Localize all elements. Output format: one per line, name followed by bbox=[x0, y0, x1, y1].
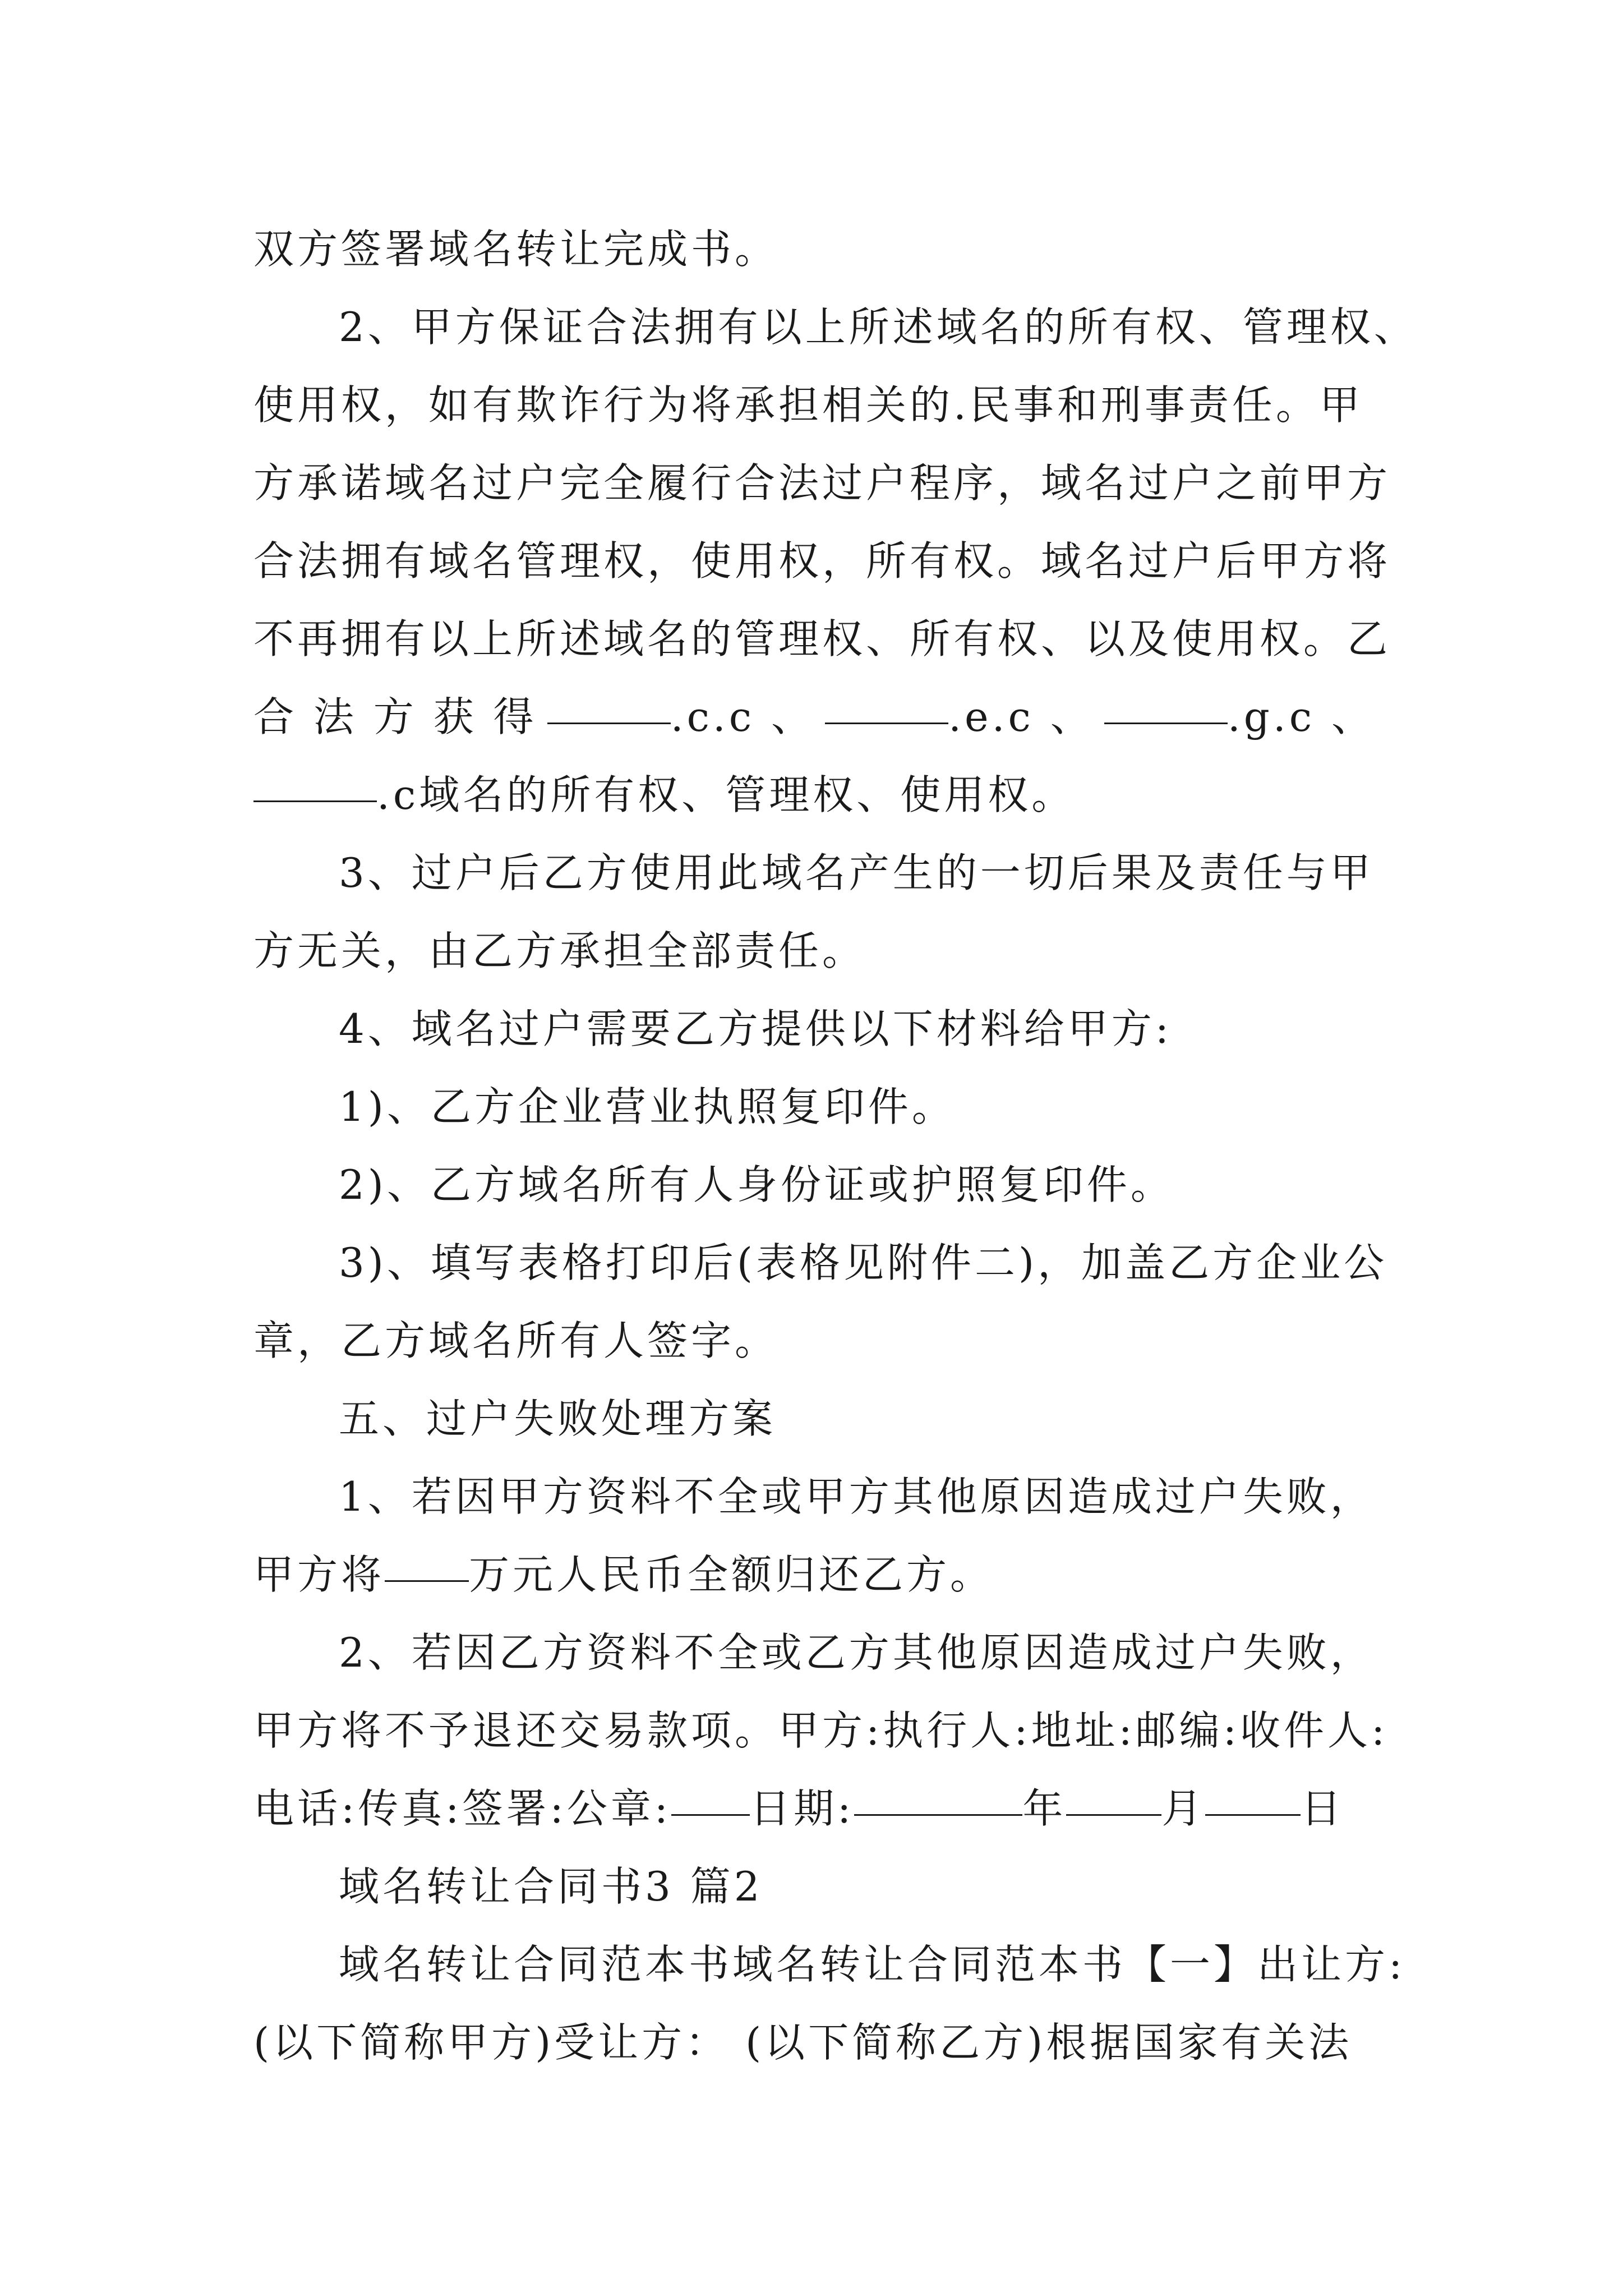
document-subtitle: 域名转让合同书3 篇2 bbox=[339, 1863, 763, 1910]
blank-field bbox=[671, 1774, 750, 1816]
blank-field bbox=[253, 760, 377, 802]
blank-field bbox=[1205, 1774, 1301, 1816]
paragraph-line: 章，乙方域名所有人签字。 bbox=[253, 1317, 779, 1364]
blank-field bbox=[547, 682, 671, 724]
paragraph-line: 4、域名过户需要乙方提供以下材料给甲方: bbox=[339, 1005, 1173, 1052]
blank-field bbox=[385, 1540, 469, 1582]
blank-field bbox=[854, 1774, 1022, 1816]
paragraph-line: 2)、乙方域名所有人身份证或护照复印件。 bbox=[339, 1161, 1174, 1208]
paragraph-line: (以下简称甲方)受让方： (以下简称乙方)根据国家有关法 bbox=[253, 2019, 1353, 2066]
blank-field bbox=[825, 682, 948, 724]
refund-line: 甲方将 万元人民币全额归还乙方。 bbox=[253, 1536, 1375, 1614]
domain-item: .c.c 、 bbox=[547, 678, 815, 756]
paragraph-line: 合法拥有域名管理权，使用权，所有权。域名过户后甲方将 bbox=[253, 537, 1391, 585]
paragraph-line: 使用权，如有欺诈行为将承担相关的.民事和刑事责任。甲 bbox=[253, 381, 1363, 429]
paragraph-line: 不再拥有以上所述域名的管理权、所有权、以及使用权。乙 bbox=[253, 615, 1391, 662]
paragraph-line: 3)、填写表格打印后(表格见附件二)，加盖乙方企业公 bbox=[339, 1239, 1388, 1286]
paragraph-line: 1)、乙方企业营业执照复印件。 bbox=[339, 1083, 956, 1130]
domain-list-line-2: .c域名的所有权、管理权、使用权。 bbox=[253, 756, 1375, 834]
domain-list-line bbox=[253, 678, 1375, 756]
paragraph-line: 方承诺域名过户完全履行合法过户程序，域名过户之前甲方 bbox=[253, 459, 1391, 507]
paragraph-line: 甲方将不予退还交易款项。甲方:执行人:地址:邮编:收件人: bbox=[253, 1707, 1389, 1754]
domain-item: .g.c 、 bbox=[1104, 678, 1375, 756]
paragraph-line: 双方签署域名转让完成书。 bbox=[253, 226, 779, 273]
signature-line: 电话:传真:签署:公章: 日期: 年 月 日 bbox=[253, 1770, 1375, 1848]
paragraph-line: 3、过户后乙方使用此域名产生的一切后果及责任与甲 bbox=[339, 849, 1374, 896]
paragraph-line: 2、若因乙方资料不全或乙方其他原因造成过户失败， bbox=[339, 1629, 1374, 1676]
domain-lead-text: 合 法 方 获 得 bbox=[253, 693, 537, 740]
paragraph-line: 域名转让合同范本书域名转让合同范本书【一】出让方: bbox=[339, 1941, 1406, 1988]
paragraph-line: 1、若因甲方资料不全或甲方其他原因造成过户失败， bbox=[339, 1473, 1374, 1520]
domain-item: .e.c 、 bbox=[825, 678, 1094, 756]
paragraph-line: 2、甲方保证合法拥有以上所述域名的所有权、管理权、 bbox=[339, 303, 1418, 351]
paragraph-line: 方无关，由乙方承担全部责任。 bbox=[253, 927, 866, 974]
document-body bbox=[253, 210, 1418, 2082]
section-heading: 五、过户失败处理方案 bbox=[339, 1395, 777, 1442]
blank-field bbox=[1104, 682, 1228, 724]
blank-field bbox=[1066, 1774, 1161, 1816]
